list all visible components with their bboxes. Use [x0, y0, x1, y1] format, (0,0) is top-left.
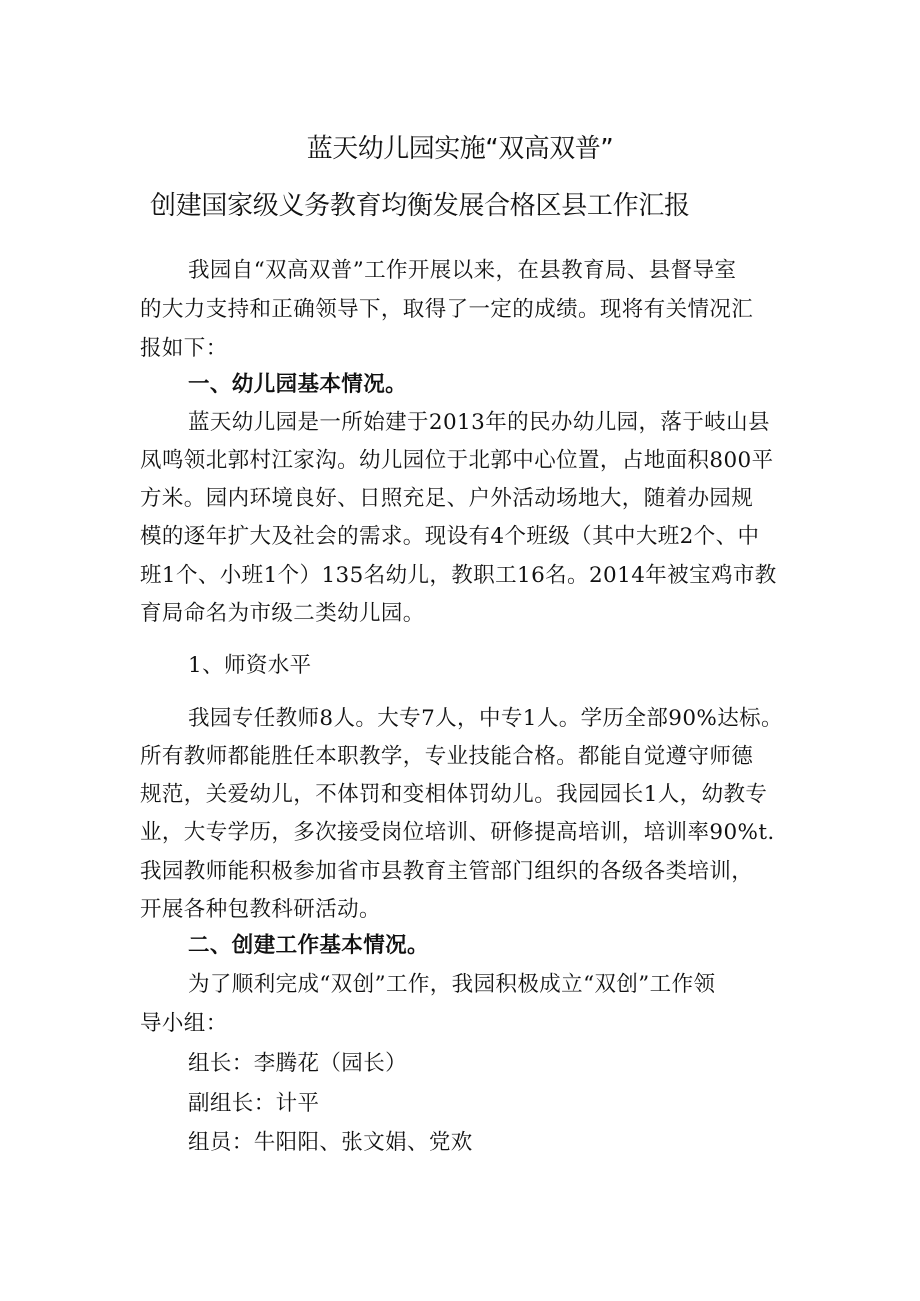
sub1-line-4: 业，大专学历，多次接受岗位培训、研修提高培训，培训率90%t.: [140, 820, 775, 845]
section1-line-1: 蓝天幼儿园是一所始建于2013年的民办幼儿园，落于岐山县: [188, 410, 770, 435]
group-members: 组员：牛阳阳、张文娟、党欢: [188, 1130, 473, 1155]
section2-line-2: 导小组：: [140, 1011, 228, 1036]
sub1-line-5: 我园教师能积极参加省市县教育主管部门组织的各级各类培训，: [140, 859, 754, 884]
sub1-line-2: 所有教师都能胜任本职教学，专业技能合格。都能自觉遵守师德: [140, 744, 754, 769]
document-title-line2: 创建国家级义务教育均衡发展合格区县工作汇报: [150, 191, 690, 221]
section1-heading: 一、幼儿园基本情况。: [188, 372, 408, 397]
section2-line-1: 为了顺利完成“双创”工作，我园积极成立“双创”工作领: [188, 972, 716, 997]
intro-line-3: 报如下：: [140, 336, 228, 361]
section1-line-5: 班1个、小班1个）135名幼儿，教职工16名。2014年被宝鸡市教: [140, 563, 777, 588]
section1-line-2: 凤鸣领北郭村江家沟。幼儿园位于北郭中心位置，占地面积800平: [140, 448, 774, 473]
sub1-heading: 1、师资水平: [188, 653, 312, 678]
sub1-line-3: 规范，关爱幼儿，不体罚和变相体罚幼儿。我园园长1人，幼教专: [140, 782, 768, 807]
sub1-line-1: 我园专任教师8人。大专7人，中专1人。学历全部90%达标。: [188, 706, 783, 731]
intro-line-2: 的大力支持和正确领导下，取得了一定的成绩。现将有关情况汇: [140, 297, 754, 322]
section1-line-6: 育局命名为市级二类幼儿园。: [140, 601, 425, 626]
sub1-line-6: 开展各种包教科研活动。: [140, 897, 381, 922]
intro-line-1: 我园自“双高双普”工作开展以来，在县教育局、县督导室: [188, 258, 737, 283]
section2-heading: 二、创建工作基本情况。: [188, 933, 429, 958]
section1-line-4: 模的逐年扩大及社会的需求。现设有4个班级（其中大班2个、中: [140, 524, 760, 549]
group-leader: 组长：李腾花（园长）: [188, 1051, 408, 1076]
section1-line-3: 方米。园内环境良好、日照充足、户外活动场地大，随着办园规: [140, 486, 754, 511]
document-title-line1: 蓝天幼儿园实施“双高双普”: [306, 134, 614, 164]
group-deputy-leader: 副组长：计平: [188, 1091, 320, 1116]
